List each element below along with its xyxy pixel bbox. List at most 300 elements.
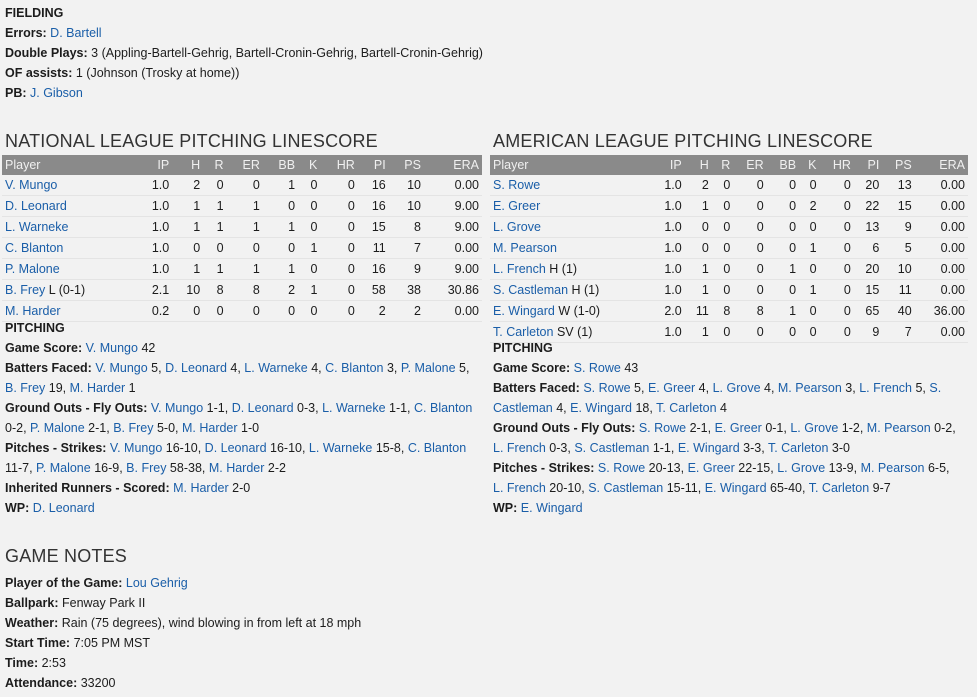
stat-cell: 0 <box>712 238 733 259</box>
stat-cell: 30.86 <box>424 280 482 301</box>
stat-cell: 0 <box>320 196 357 217</box>
player-cell <box>490 217 651 238</box>
pitcher-link[interactable]: V. Mungo <box>150 401 204 415</box>
column-header: HR <box>320 155 357 175</box>
al-linescore-title: AMERICAN LEAGUE PITCHING LINESCORE <box>493 131 873 151</box>
pitcher-link[interactable]: M. Harder <box>181 421 238 435</box>
stat-cell: 1 <box>685 259 712 280</box>
stat-cell: 2.0 <box>651 301 684 322</box>
stat-value: 5, <box>147 361 166 375</box>
errors-label: Errors: <box>5 26 47 40</box>
stat-cell: 0 <box>685 238 712 259</box>
pitcher-link[interactable]: M. Harder <box>208 461 265 475</box>
table-row <box>490 259 968 280</box>
player-link[interactable]: L. French <box>493 262 546 276</box>
decision-label: SV (1) <box>556 325 593 339</box>
stat-cell: 11 <box>358 238 389 259</box>
stat-value: 1-2, <box>838 421 867 435</box>
stat-label: Ground Outs - Fly Outs: <box>5 401 148 415</box>
player-link[interactable]: M. Harder <box>5 304 61 318</box>
stat-cell: 11 <box>685 301 712 322</box>
stat-cell: 11 <box>882 280 914 301</box>
player-link[interactable]: B. Frey <box>5 283 46 297</box>
stat-cell: 9 <box>882 217 914 238</box>
stat-cell: 0 <box>320 175 357 196</box>
column-header: ERA <box>424 155 482 175</box>
column-header: BB <box>767 155 799 175</box>
player-link[interactable]: T. Carleton <box>493 325 554 339</box>
stat-cell: 16 <box>358 196 389 217</box>
stat-cell: 8 <box>389 217 424 238</box>
start-time-label: Start Time: <box>5 636 71 650</box>
fielding-double-plays <box>5 43 483 63</box>
player-link[interactable]: M. Pearson <box>493 241 557 255</box>
pitcher-link[interactable]: M. Pearson <box>860 461 925 475</box>
stat-cell: 1 <box>203 196 226 217</box>
stat-cell: 0 <box>820 301 854 322</box>
stat-cell: 1.0 <box>136 238 172 259</box>
stat-value: 4, <box>307 361 326 375</box>
player-cell <box>2 196 136 217</box>
player-link[interactable]: S. Rowe <box>493 178 541 192</box>
pitcher-link[interactable]: D. Leonard <box>165 361 227 375</box>
notes-potg <box>5 573 188 593</box>
table-row <box>2 259 482 280</box>
stat-cell: 0 <box>799 301 819 322</box>
stat-line-game_score <box>5 338 480 358</box>
pitcher-link[interactable]: E. Wingard <box>520 501 583 515</box>
stat-cell: 1 <box>227 196 263 217</box>
pitcher-link[interactable]: E. Greer <box>687 461 735 475</box>
stat-cell: 16 <box>358 175 389 196</box>
game-notes-title: GAME NOTES <box>5 546 128 566</box>
stat-cell: 40 <box>882 301 914 322</box>
stat-line-go <box>493 418 958 458</box>
pitcher-link[interactable]: L. Warneke <box>322 401 386 415</box>
stat-cell: 0 <box>767 175 799 196</box>
column-header: R <box>203 155 226 175</box>
stat-cell: 0 <box>172 301 203 322</box>
stat-cell: 0 <box>733 238 766 259</box>
player-link[interactable]: P. Malone <box>5 262 60 276</box>
decision-label: L (0-1) <box>48 283 86 297</box>
pitcher-link[interactable]: L. Warneke <box>308 441 373 455</box>
column-header: Player <box>2 155 136 175</box>
stat-value: 4, <box>695 381 713 395</box>
pitcher-link[interactable]: M. Pearson <box>866 421 931 435</box>
stat-cell: 0.00 <box>915 175 968 196</box>
player-link[interactable]: L. Grove <box>493 220 541 234</box>
pitcher-link[interactable]: P. Malone <box>400 361 456 375</box>
pitcher-link[interactable]: M. Harder <box>173 481 229 495</box>
stat-cell: 1.0 <box>136 175 172 196</box>
stat-line-ir <box>5 478 480 498</box>
stat-cell: 0 <box>820 238 854 259</box>
al-pitching-table <box>490 155 968 343</box>
stat-cell: 0 <box>820 259 854 280</box>
player-cell <box>490 196 651 217</box>
pitcher-link[interactable]: C. Blanton <box>414 401 473 415</box>
ballpark-value: Fenway Park II <box>61 596 146 610</box>
column-header: HR <box>820 155 854 175</box>
stat-cell: 9 <box>854 322 882 343</box>
player-cell <box>2 259 136 280</box>
column-header: R <box>712 155 733 175</box>
of-assists-value: 1 (Johnson (Trosky at home)) <box>75 66 240 80</box>
pitcher-link[interactable]: C. Blanton <box>407 441 467 455</box>
decision-label: H (1) <box>549 262 578 276</box>
stat-value: 4, <box>760 381 778 395</box>
pitcher-link[interactable]: L. French <box>493 441 546 455</box>
stat-value: 11-7, <box>5 461 37 475</box>
nl-pitching-table <box>2 155 482 322</box>
stat-cell: 1.0 <box>651 175 684 196</box>
pitcher-link[interactable]: V. Mungo <box>95 361 148 375</box>
stat-value: 20-13, <box>645 461 688 475</box>
table-header-row <box>2 155 482 175</box>
stat-cell: 2 <box>358 301 389 322</box>
stat-cell: 0 <box>820 217 854 238</box>
stat-value: 19, <box>45 381 70 395</box>
weather-value: Rain (75 degrees), wind blowing in from left at 18 mph <box>61 616 362 630</box>
fielding-title: FIELDING <box>5 6 64 20</box>
player-link[interactable]: D. Leonard <box>5 199 67 213</box>
pitcher-link[interactable]: S. Castleman <box>588 481 664 495</box>
stat-value: 16-9, <box>90 461 127 475</box>
pitcher-link[interactable]: V. Mungo <box>85 341 138 355</box>
stat-cell: 0.00 <box>915 322 968 343</box>
stat-cell: 10 <box>882 259 914 280</box>
pitcher-link[interactable]: T. Carleton <box>808 481 870 495</box>
stat-cell: 0 <box>733 322 766 343</box>
stat-cell: 0.00 <box>424 238 482 259</box>
pb-player-link[interactable]: J. Gibson <box>30 86 83 100</box>
stat-cell: 0 <box>320 280 357 301</box>
table-row <box>490 280 968 301</box>
player-cell <box>2 238 136 259</box>
of-assists-label: OF assists: <box>5 66 73 80</box>
stat-cell: 1 <box>203 259 226 280</box>
table-row <box>2 217 482 238</box>
pitcher-link[interactable]: V. Mungo <box>109 441 163 455</box>
column-header: PS <box>882 155 914 175</box>
stat-label: Game Score: <box>493 361 571 375</box>
stat-cell: 0 <box>767 322 799 343</box>
table-row <box>2 301 482 322</box>
stat-cell: 10 <box>389 196 424 217</box>
pitcher-link[interactable]: E. Greer <box>647 381 696 395</box>
stat-cell: 0 <box>298 196 320 217</box>
stat-cell: 22 <box>854 196 882 217</box>
stat-cell: 0 <box>733 280 766 301</box>
stat-cell: 0.00 <box>424 301 482 322</box>
stat-cell: 0 <box>799 175 819 196</box>
stat-cell: 1 <box>298 280 320 301</box>
stat-value: 0-3, <box>545 441 575 455</box>
stat-value: 15-8, <box>372 441 408 455</box>
stat-cell: 2 <box>172 175 203 196</box>
notes-ballpark <box>5 593 145 613</box>
stat-line-bf <box>493 378 958 418</box>
stat-cell: 1 <box>298 238 320 259</box>
pitcher-link[interactable]: M. Pearson <box>777 381 842 395</box>
stat-cell: 1.0 <box>651 196 684 217</box>
stat-cell: 0 <box>820 175 854 196</box>
pitcher-link[interactable]: S. Rowe <box>573 361 621 375</box>
stat-cell: 0 <box>712 196 733 217</box>
pitcher-link[interactable]: T. Carleton <box>767 441 829 455</box>
stat-value: 2-2 <box>264 461 286 475</box>
stat-value: 1-1, <box>203 401 232 415</box>
stat-cell: 0 <box>320 217 357 238</box>
stat-cell: 0.2 <box>136 301 172 322</box>
stat-label: Inherited Runners - Scored: <box>5 481 170 495</box>
weather-label: Weather: <box>5 616 59 630</box>
nl-pitching-stats <box>5 338 480 518</box>
stat-value: 1-1, <box>385 401 415 415</box>
pitcher-link[interactable]: E. Wingard <box>704 481 767 495</box>
pitcher-link[interactable]: B. Frey <box>113 421 154 435</box>
potg-label: Player of the Game: <box>5 576 123 590</box>
stat-value: 42 <box>137 341 156 355</box>
player-cell <box>490 301 651 322</box>
stat-cell: 0 <box>298 217 320 238</box>
stat-cell: 13 <box>882 175 914 196</box>
stat-value: 20-10, <box>545 481 589 495</box>
pb-label: PB: <box>5 86 27 100</box>
stat-cell: 2 <box>685 175 712 196</box>
table-row <box>490 217 968 238</box>
stat-cell: 0 <box>227 301 263 322</box>
stat-cell: 1.0 <box>136 196 172 217</box>
pitcher-link[interactable]: L. Grove <box>790 421 839 435</box>
stat-cell: 0 <box>685 217 712 238</box>
stat-cell: 0 <box>227 238 263 259</box>
stat-cell: 16 <box>358 259 389 280</box>
stat-cell: 0 <box>712 259 733 280</box>
pitcher-link[interactable]: S. Castleman <box>493 381 942 415</box>
stat-value: 22-15, <box>734 461 778 475</box>
table-row <box>2 175 482 196</box>
stat-cell: 2 <box>799 196 819 217</box>
stat-cell: 0 <box>320 259 357 280</box>
stat-cell: 1 <box>685 322 712 343</box>
stat-cell: 1 <box>203 217 226 238</box>
stat-cell: 1 <box>263 217 298 238</box>
column-header: ER <box>733 155 766 175</box>
player-cell <box>490 175 651 196</box>
pitcher-link[interactable]: P. Malone <box>30 421 85 435</box>
stat-cell: 10 <box>389 175 424 196</box>
stat-value: 4, <box>552 401 571 415</box>
column-header: PS <box>389 155 424 175</box>
stat-value: 5, <box>912 381 930 395</box>
stat-value: 4, <box>226 361 245 375</box>
stat-cell: 0 <box>712 280 733 301</box>
stat-cell: 2 <box>263 280 298 301</box>
ballpark-label: Ballpark: <box>5 596 59 610</box>
al-pitching-title: PITCHING <box>493 341 553 355</box>
notes-start-time <box>5 633 150 653</box>
errors-player-link[interactable]: D. Bartell <box>50 26 102 40</box>
player-link[interactable]: E. Wingard <box>493 304 555 318</box>
stat-cell: 9.00 <box>424 217 482 238</box>
pitcher-link[interactable]: L. Warneke <box>244 361 308 375</box>
stat-cell: 1 <box>227 259 263 280</box>
stat-cell: 0 <box>712 175 733 196</box>
decision-label: W (1-0) <box>558 304 600 318</box>
table-row <box>2 238 482 259</box>
pitcher-link[interactable]: S. Rowe <box>638 421 687 435</box>
stat-cell: 0 <box>733 259 766 280</box>
pitcher-link[interactable]: E. Greer <box>714 421 762 435</box>
table-row <box>490 322 968 343</box>
player-link[interactable]: C. Blanton <box>5 241 64 255</box>
column-header: ER <box>227 155 263 175</box>
stat-cell: 0 <box>767 238 799 259</box>
stat-cell: 20 <box>854 259 882 280</box>
stat-cell: 0 <box>320 238 357 259</box>
stat-cell: 0 <box>172 238 203 259</box>
stat-value: 18, <box>631 401 657 415</box>
stat-value: 16-10, <box>266 441 309 455</box>
stat-line-game_score <box>493 358 958 378</box>
double-plays-value: 3 (Appling-Bartell-Gehrig, Bartell-Cronin-Gehrig, Bartell-Cronin-Gehrig) <box>91 46 483 60</box>
stat-cell: 1.0 <box>651 217 684 238</box>
stat-cell: 0 <box>298 301 320 322</box>
player-link[interactable]: L. Warneke <box>5 220 69 234</box>
pitcher-link[interactable]: T. Carleton <box>656 401 717 415</box>
stat-cell: 0 <box>767 217 799 238</box>
player-cell <box>490 238 651 259</box>
time-value: 2:53 <box>41 656 66 670</box>
attendance-value: 33200 <box>80 676 116 690</box>
stat-cell: 1 <box>767 259 799 280</box>
stat-value: 0-2, <box>5 421 31 435</box>
fielding-errors <box>5 23 102 43</box>
stat-cell: 1.0 <box>651 259 684 280</box>
stat-cell: 1 <box>172 259 203 280</box>
column-header: PI <box>854 155 882 175</box>
pitcher-link[interactable]: M. Harder <box>69 381 126 395</box>
pitcher-link[interactable]: L. French <box>859 381 912 395</box>
column-header: IP <box>651 155 684 175</box>
pitcher-link[interactable]: P. Malone <box>36 461 91 475</box>
pitcher-link[interactable]: D. Leonard <box>204 441 267 455</box>
pitcher-link[interactable]: D. Leonard <box>231 401 294 415</box>
stat-cell: 1 <box>685 196 712 217</box>
pitcher-link[interactable]: S. Rowe <box>597 461 646 475</box>
pitcher-link[interactable]: B. Frey <box>5 381 46 395</box>
pitcher-link[interactable]: E. Wingard <box>570 401 632 415</box>
al-pitching-stats <box>493 358 958 518</box>
player-link[interactable]: V. Mungo <box>5 178 58 192</box>
stat-cell: 0 <box>203 238 226 259</box>
stat-line-ps <box>493 458 958 498</box>
stat-line-go <box>5 398 480 438</box>
stat-value: 1 <box>125 381 136 395</box>
table-row <box>2 280 482 301</box>
stat-cell: 9.00 <box>424 259 482 280</box>
player-cell <box>2 175 136 196</box>
notes-weather <box>5 613 361 633</box>
stat-value: 5-0, <box>153 421 182 435</box>
column-header: H <box>172 155 203 175</box>
stat-value: 0-1, <box>761 421 791 435</box>
stat-cell: 5 <box>882 238 914 259</box>
stat-cell: 0 <box>263 196 298 217</box>
potg-player-link[interactable]: Lou Gehrig <box>125 576 188 590</box>
stat-cell: 0 <box>767 196 799 217</box>
stat-cell: 0 <box>298 175 320 196</box>
player-cell <box>490 280 651 301</box>
stat-cell: 8 <box>733 301 766 322</box>
stat-cell: 38 <box>389 280 424 301</box>
pitcher-link[interactable]: B. Frey <box>126 461 167 475</box>
stat-cell: 0 <box>733 196 766 217</box>
stat-value: 1-0 <box>237 421 260 435</box>
player-link[interactable]: E. Greer <box>493 199 541 213</box>
column-header: IP <box>136 155 172 175</box>
stat-cell: 10 <box>172 280 203 301</box>
stat-cell: 1.0 <box>651 280 684 301</box>
column-header: K <box>298 155 320 175</box>
column-header: PI <box>358 155 389 175</box>
stat-cell: 0.00 <box>915 217 968 238</box>
stat-value: 16-10, <box>162 441 205 455</box>
pitcher-link[interactable]: L. Grove <box>712 381 761 395</box>
stat-value: 2-0 <box>228 481 251 495</box>
stat-label: Pitches - Strikes: <box>493 461 595 475</box>
stat-cell: 20 <box>854 175 882 196</box>
stat-value: 2-1, <box>686 421 715 435</box>
stat-label: WP: <box>5 501 30 515</box>
player-cell <box>2 280 136 301</box>
stat-cell: 0 <box>298 259 320 280</box>
stat-cell: 36.00 <box>915 301 968 322</box>
pitcher-link[interactable]: L. Grove <box>777 461 826 475</box>
stat-value: 3, <box>383 361 401 375</box>
stat-cell: 1 <box>767 301 799 322</box>
stat-cell: 0 <box>820 322 854 343</box>
player-link[interactable]: S. Castleman <box>493 283 569 297</box>
table-row <box>490 196 968 217</box>
stat-label: Batters Faced: <box>493 381 580 395</box>
pitcher-link[interactable]: S. Rowe <box>583 381 631 395</box>
pitcher-link[interactable]: S. Castleman <box>574 441 650 455</box>
double-plays-label: Double Plays: <box>5 46 88 60</box>
pitcher-link[interactable]: D. Leonard <box>32 501 95 515</box>
time-label: Time: <box>5 656 39 670</box>
stat-cell: 8 <box>712 301 733 322</box>
stat-value: 43 <box>620 361 639 375</box>
stat-value: 6-5, <box>924 461 950 475</box>
pitcher-link[interactable]: C. Blanton <box>325 361 384 375</box>
column-header: BB <box>263 155 298 175</box>
column-header: H <box>685 155 712 175</box>
stat-cell: 58 <box>358 280 389 301</box>
stat-cell: 1 <box>227 217 263 238</box>
pitcher-link[interactable]: E. Wingard <box>677 441 740 455</box>
stat-value: 13-9, <box>825 461 861 475</box>
table-row <box>2 196 482 217</box>
stat-cell: 0 <box>733 175 766 196</box>
stat-cell: 1.0 <box>651 238 684 259</box>
pitcher-link[interactable]: L. French <box>493 481 546 495</box>
stat-label: WP: <box>493 501 518 515</box>
stat-cell: 2.1 <box>136 280 172 301</box>
stat-value: 3-3, <box>739 441 768 455</box>
